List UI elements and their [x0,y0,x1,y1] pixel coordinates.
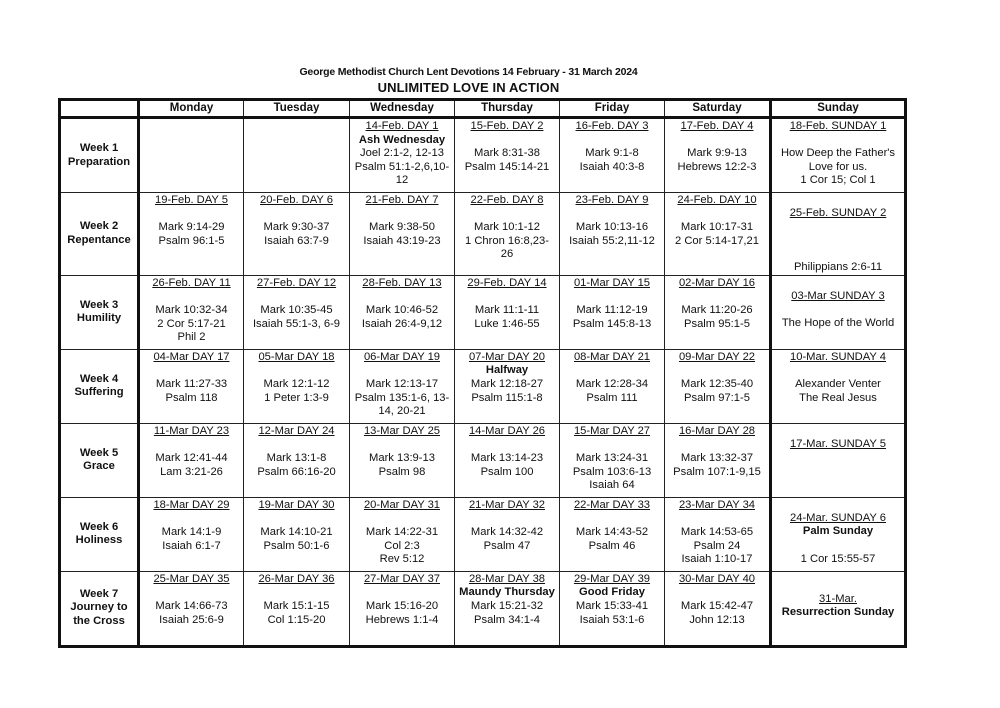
day-date: 09-Mar DAY 22 [678,350,756,363]
day-cell-saturday [665,193,771,276]
day-cell-monday [139,571,244,646]
day-cell-wednesday [350,571,455,646]
day-date: 03-Mar SUNDAY 3 [791,289,885,302]
scripture-reading: Psalm 145:8-13 [572,317,652,330]
document-title: UNLIMITED LOVE IN ACTION [377,80,560,95]
scripture-reading: Psalm 100 [480,465,534,478]
day-cell-tuesday [244,497,350,571]
scripture-reading: Mark 13:24-31 [575,451,649,464]
week-label-cell [60,497,139,571]
day-date: 18-Feb. SUNDAY 1 [789,120,887,132]
day-date: 28-Feb. DAY 13 [362,276,442,289]
week-label: the Cross [73,615,125,628]
scripture-reading: Mark 12:41-44 [155,451,228,464]
scripture-reading: 1 Peter 1:3-9 [264,391,329,404]
scripture-reading: Mark 9:30-37 [263,221,330,234]
scripture-reading: The Hope of the World [781,316,895,329]
week-label-cell [60,349,139,423]
day-date: 04-Mar DAY 17 [153,350,230,363]
week-label: Week 7 [79,587,119,600]
scripture-reading: Mark 15:21-32 [470,599,544,612]
week-label-cell [60,193,139,276]
scripture-reading: Isaiah 55:2,11-12 [569,234,655,247]
scripture-reading: Alexander Venter [795,377,881,390]
scripture-reading: Mark 12:28-34 [575,377,649,390]
day-date: 29-Mar DAY 39 [573,572,651,585]
day-date: 16-Feb. DAY 3 [575,120,649,132]
scripture-reading: Hebrews 12:2-3 [677,160,757,173]
day-date: 22-Feb. DAY 8 [470,194,544,206]
day-cell-tuesday [244,118,350,193]
scripture-reading: Mark 14:1-9 [161,525,222,538]
day-date: 10-Mar. SUNDAY 4 [790,350,886,363]
day-cell-tuesday [244,193,350,276]
day-date: 21-Mar DAY 32 [468,498,546,511]
header-saturday: Saturday [665,100,771,118]
lent-schedule-table [58,98,907,648]
day-date: 15-Feb. DAY 2 [470,120,544,132]
day-date: 19-Feb. DAY 5 [155,194,228,206]
day-date: 13-Mar DAY 25 [363,424,441,437]
week-label: Humility [76,312,122,325]
scripture-reading: 2 Cor 5:17-21 [157,317,226,330]
day-special-label: Resurrection Sunday [781,606,895,619]
week-label-cell [60,423,139,497]
week-label-cell [60,571,139,646]
header-wednesday: Wednesday [350,100,455,118]
scripture-reading: Mark 12:13-17 [365,377,439,390]
day-date: 02-Mar DAY 16 [678,276,756,289]
day-cell-wednesday [350,349,455,423]
scripture-reading: Rev 5:12 [379,553,425,566]
scripture-reading: Psalm 111 [586,391,638,404]
day-cell-thursday [455,571,560,646]
day-cell-tuesday [244,423,350,497]
day-date: 05-Mar DAY 18 [258,350,335,363]
day-date: 17-Mar. SUNDAY 5 [790,437,886,450]
day-cell-thursday [455,423,560,497]
scripture-reading: Psalm 50:1-6 [263,539,330,552]
scripture-reading: Mark 10:13-16 [575,221,649,234]
scripture-reading: Mark 9:9-13 [687,147,747,160]
scripture-reading: Mark 10:17-31 [680,221,754,234]
week-row [60,349,906,423]
day-cell-friday [560,423,665,497]
day-cell-wednesday [350,118,455,193]
scripture-reading: Psalm 24 [693,539,741,552]
day-cell-friday [560,275,665,349]
scripture-reading: Philippians 2:6-11 [793,261,883,274]
day-cell-saturday [665,423,771,497]
day-cell-tuesday [244,275,350,349]
day-date: 30-Mar DAY 40 [678,572,756,585]
day-special-label: Halfway [485,364,529,377]
day-date: 24-Mar. SUNDAY 6 [790,511,886,524]
scripture-reading: Psalm 51:1-2,6,10- [354,160,450,173]
scripture-reading: Lam 3:21-26 [160,465,223,478]
day-cell-monday [139,275,244,349]
scripture-reading: Mark 9:38-50 [369,221,435,234]
scripture-reading: Isaiah 6:1-7 [162,539,221,552]
scripture-reading: Mark 13:1-8 [266,451,327,464]
scripture-reading: Mark 12:35-40 [680,377,754,390]
day-cell-sunday [771,193,906,276]
scripture-reading: Joel 2:1-2, 12-13 [360,147,444,160]
day-cell-monday [139,349,244,423]
day-date: 14-Feb. DAY 1 [365,120,439,132]
scripture-reading: Psalm 95:1-5 [684,317,750,330]
day-cell-friday [560,193,665,276]
day-cell-wednesday [350,497,455,571]
scripture-reading: Psalm 97:1-5 [684,391,750,404]
header-thursday: Thursday [455,100,560,118]
day-date: 20-Mar DAY 31 [363,498,441,511]
day-date: 17-Feb. DAY 4 [680,120,754,132]
day-date: 16-Mar DAY 28 [678,424,756,437]
day-cell-saturday [665,497,771,571]
day-cell-wednesday [350,275,455,349]
day-date: 28-Mar DAY 38 [468,572,546,585]
day-date: 11-Mar DAY 23 [153,424,230,437]
scripture-reading: Mark 14:53-65 [680,525,754,538]
week-row [60,193,906,276]
scripture-reading: Mark 10:35-45 [260,303,333,316]
scripture-reading: Mark 14:10-21 [260,525,333,538]
week-row [60,497,906,571]
scripture-reading: The Real Jesus [799,391,877,404]
day-cell-friday [560,571,665,646]
week-label: Repentance [67,233,131,246]
scripture-reading: Psalm 96:1-5 [158,234,225,247]
day-special-label: Palm Sunday [802,525,874,538]
day-date: 21-Feb. DAY 7 [365,194,439,206]
scripture-reading: Mark 14:66-73 [155,599,228,612]
day-cell-monday [139,423,244,497]
day-cell-tuesday [244,349,350,423]
scripture-reading: Mark 11:27-33 [155,377,228,390]
day-date: 19-Mar DAY 30 [258,498,335,511]
day-cell-wednesday [350,423,455,497]
day-date: 23-Feb. DAY 9 [575,194,649,206]
scripture-reading: Psalm 34:1-4 [474,613,540,626]
scripture-reading: Phil 2 [177,331,206,344]
scripture-reading: Isaiah 53:1-6 [579,613,645,626]
scripture-reading: Mark 9:1-8 [585,147,639,160]
day-cell-friday [560,497,665,571]
week-row [60,423,906,497]
week-label: Week 6 [79,520,119,533]
scripture-reading: Mark 15:42-47 [680,599,754,612]
day-date: 31-Mar. [819,592,857,605]
day-date: 24-Feb. DAY 10 [677,194,757,206]
scripture-reading: Mark 10:46-52 [365,303,439,316]
day-date: 01-Mar DAY 15 [573,276,651,289]
day-date: 07-Mar DAY 20 [468,350,546,363]
week-label: Journey to [70,601,128,614]
day-cell-wednesday [350,193,455,276]
scripture-reading: Mark 15:1-15 [263,599,330,612]
scripture-reading: Mark 11:12-19 [576,303,648,316]
day-special-label: Maundy Thursday [459,586,555,599]
week-label: Suffering [74,386,124,399]
scripture-reading: Mark 11:1-11 [474,303,540,316]
scripture-reading: How Deep the Father's [780,147,896,160]
scripture-reading: Mark 12:1-12 [263,377,330,390]
week-label: Week 2 [79,220,119,233]
day-cell-friday [560,349,665,423]
header-sunday: Sunday [771,100,906,118]
scripture-reading: 2 Cor 5:14-17,21 [675,234,759,247]
scripture-reading: John 12:13 [689,613,745,626]
scripture-reading: 1 Chron 16:8,23- [465,234,549,247]
day-date: 23-Mar DAY 34 [678,498,756,511]
scripture-reading: Isaiah 63:7-9 [264,234,329,247]
day-cell-monday [139,497,244,571]
scripture-reading: Mark 10:32-34 [155,303,228,316]
day-date: 27-Mar DAY 37 [363,572,441,585]
scripture-reading: Psalm 98 [378,465,426,478]
scripture-reading: Psalm 66:16-20 [257,465,336,478]
header-friday: Friday [560,100,665,118]
day-cell-thursday [455,193,560,276]
day-cell-monday [139,118,244,193]
day-cell-sunday [771,571,906,646]
day-cell-saturday [665,571,771,646]
day-cell-sunday [771,118,906,193]
day-date: 25-Feb. SUNDAY 2 [789,207,887,219]
day-cell-sunday [771,275,906,349]
week-row [60,118,906,193]
day-date: 22-Mar DAY 33 [573,498,651,511]
day-date: 29-Feb. DAY 14 [467,276,547,289]
scripture-reading: Psalm 47 [483,539,531,552]
day-date: 20-Feb. DAY 6 [260,194,333,206]
week-label: Week 4 [79,372,119,385]
scripture-reading: 12 [395,174,409,187]
day-date: 25-Mar DAY 35 [153,572,230,585]
week-row [60,571,906,646]
day-date: 12-Mar DAY 24 [258,424,335,437]
day-date: 14-Mar DAY 26 [468,424,546,437]
header-row [60,100,906,118]
day-cell-saturday [665,118,771,193]
day-date: 08-Mar DAY 21 [573,350,651,363]
scripture-reading: Mark 13:14-23 [470,451,544,464]
week-label-cell [60,275,139,349]
day-cell-saturday [665,349,771,423]
scripture-reading: Isaiah 25:6-9 [159,613,224,626]
header-tuesday: Tuesday [244,100,350,118]
scripture-reading: Isaiah 26:4-9,12 [361,317,443,330]
day-cell-tuesday [244,571,350,646]
day-cell-friday [560,118,665,193]
scripture-reading: Luke 1:46-55 [474,317,540,330]
day-date: 06-Mar DAY 19 [363,350,441,363]
header-monday: Monday [139,100,244,118]
document-subtitle: George Methodist Church Lent Devotions 14 February - 31 March 2024 [299,66,638,78]
scripture-reading: Mark 14:32-42 [470,525,544,538]
scripture-reading: 1 Cor 15; Col 1 [800,174,876,187]
week-label: Grace [83,460,115,473]
day-cell-thursday [455,275,560,349]
scripture-reading: Mark 14:22-31 [365,525,439,538]
scripture-reading: Mark 10:1-12 [474,221,540,234]
scripture-reading: Mark 8:31-38 [474,147,540,160]
day-date: 26-Feb. DAY 11 [152,276,231,289]
header-corner [60,100,139,118]
scripture-reading: Mark 13:9-13 [369,451,435,464]
day-cell-thursday [455,118,560,193]
scripture-reading: Mark 9:14-29 [158,221,225,234]
day-cell-sunday [771,349,906,423]
scripture-reading: Psalm 46 [588,539,636,552]
scripture-reading: Mark 11:20-26 [681,303,753,316]
scripture-reading: Isaiah 55:1-3, 6-9 [252,317,341,330]
scripture-reading: Mark 13:32-37 [680,451,754,464]
week-label: Preparation [67,155,131,168]
scripture-reading: Mark 15:16-20 [365,599,439,612]
scripture-reading: Psalm 145:14-21 [464,160,550,173]
scripture-reading: Psalm 103:6-13 [572,465,652,478]
day-date: 27-Feb. DAY 12 [256,276,337,289]
scripture-reading: Psalm 118 [165,391,218,404]
scripture-reading: 26 [500,248,514,261]
week-label: Holiness [75,534,123,547]
scripture-reading: Psalm 115:1-8 [471,391,543,404]
scripture-reading: Mark 14:43-52 [575,525,649,538]
scripture-reading: Love for us. [808,160,868,173]
week-label: Week 5 [79,446,119,459]
scripture-reading: 14, 20-21 [378,405,426,418]
scripture-reading: Isaiah 1:10-17 [681,553,753,566]
scripture-reading: Hebrews 1:1-4 [365,613,439,626]
week-label-cell [60,118,139,193]
scripture-reading: Col 1:15-20 [267,613,326,626]
day-date: 15-Mar DAY 27 [573,424,651,437]
scripture-reading: Isaiah 40:3-8 [579,160,645,173]
scripture-reading: Isaiah 64 [589,479,635,492]
day-date: 18-Mar DAY 29 [153,498,230,511]
day-special-label: Good Friday [579,586,645,599]
day-cell-sunday [771,497,906,571]
week-label: Week 1 [79,141,119,154]
week-label: Week 3 [79,298,119,311]
scripture-reading: Isaiah 43:19-23 [363,234,441,247]
scripture-reading: Col 2:3 [384,539,420,552]
scripture-reading: Psalm 107:1-9,15 [673,465,761,478]
day-cell-sunday [771,423,906,497]
week-row [60,275,906,349]
scripture-reading: Mark 12:18-27 [470,377,544,390]
day-special-label: Ash Wednesday [358,133,446,146]
day-date: 26-Mar DAY 36 [258,572,335,585]
day-cell-monday [139,193,244,276]
day-cell-thursday [455,349,560,423]
scripture-reading: Mark 15:33-41 [575,599,649,612]
scripture-reading: 1 Cor 15:55-57 [800,552,876,565]
day-cell-saturday [665,275,771,349]
scripture-reading: Psalm 135:1-6, 13- [354,391,450,404]
day-cell-thursday [455,497,560,571]
